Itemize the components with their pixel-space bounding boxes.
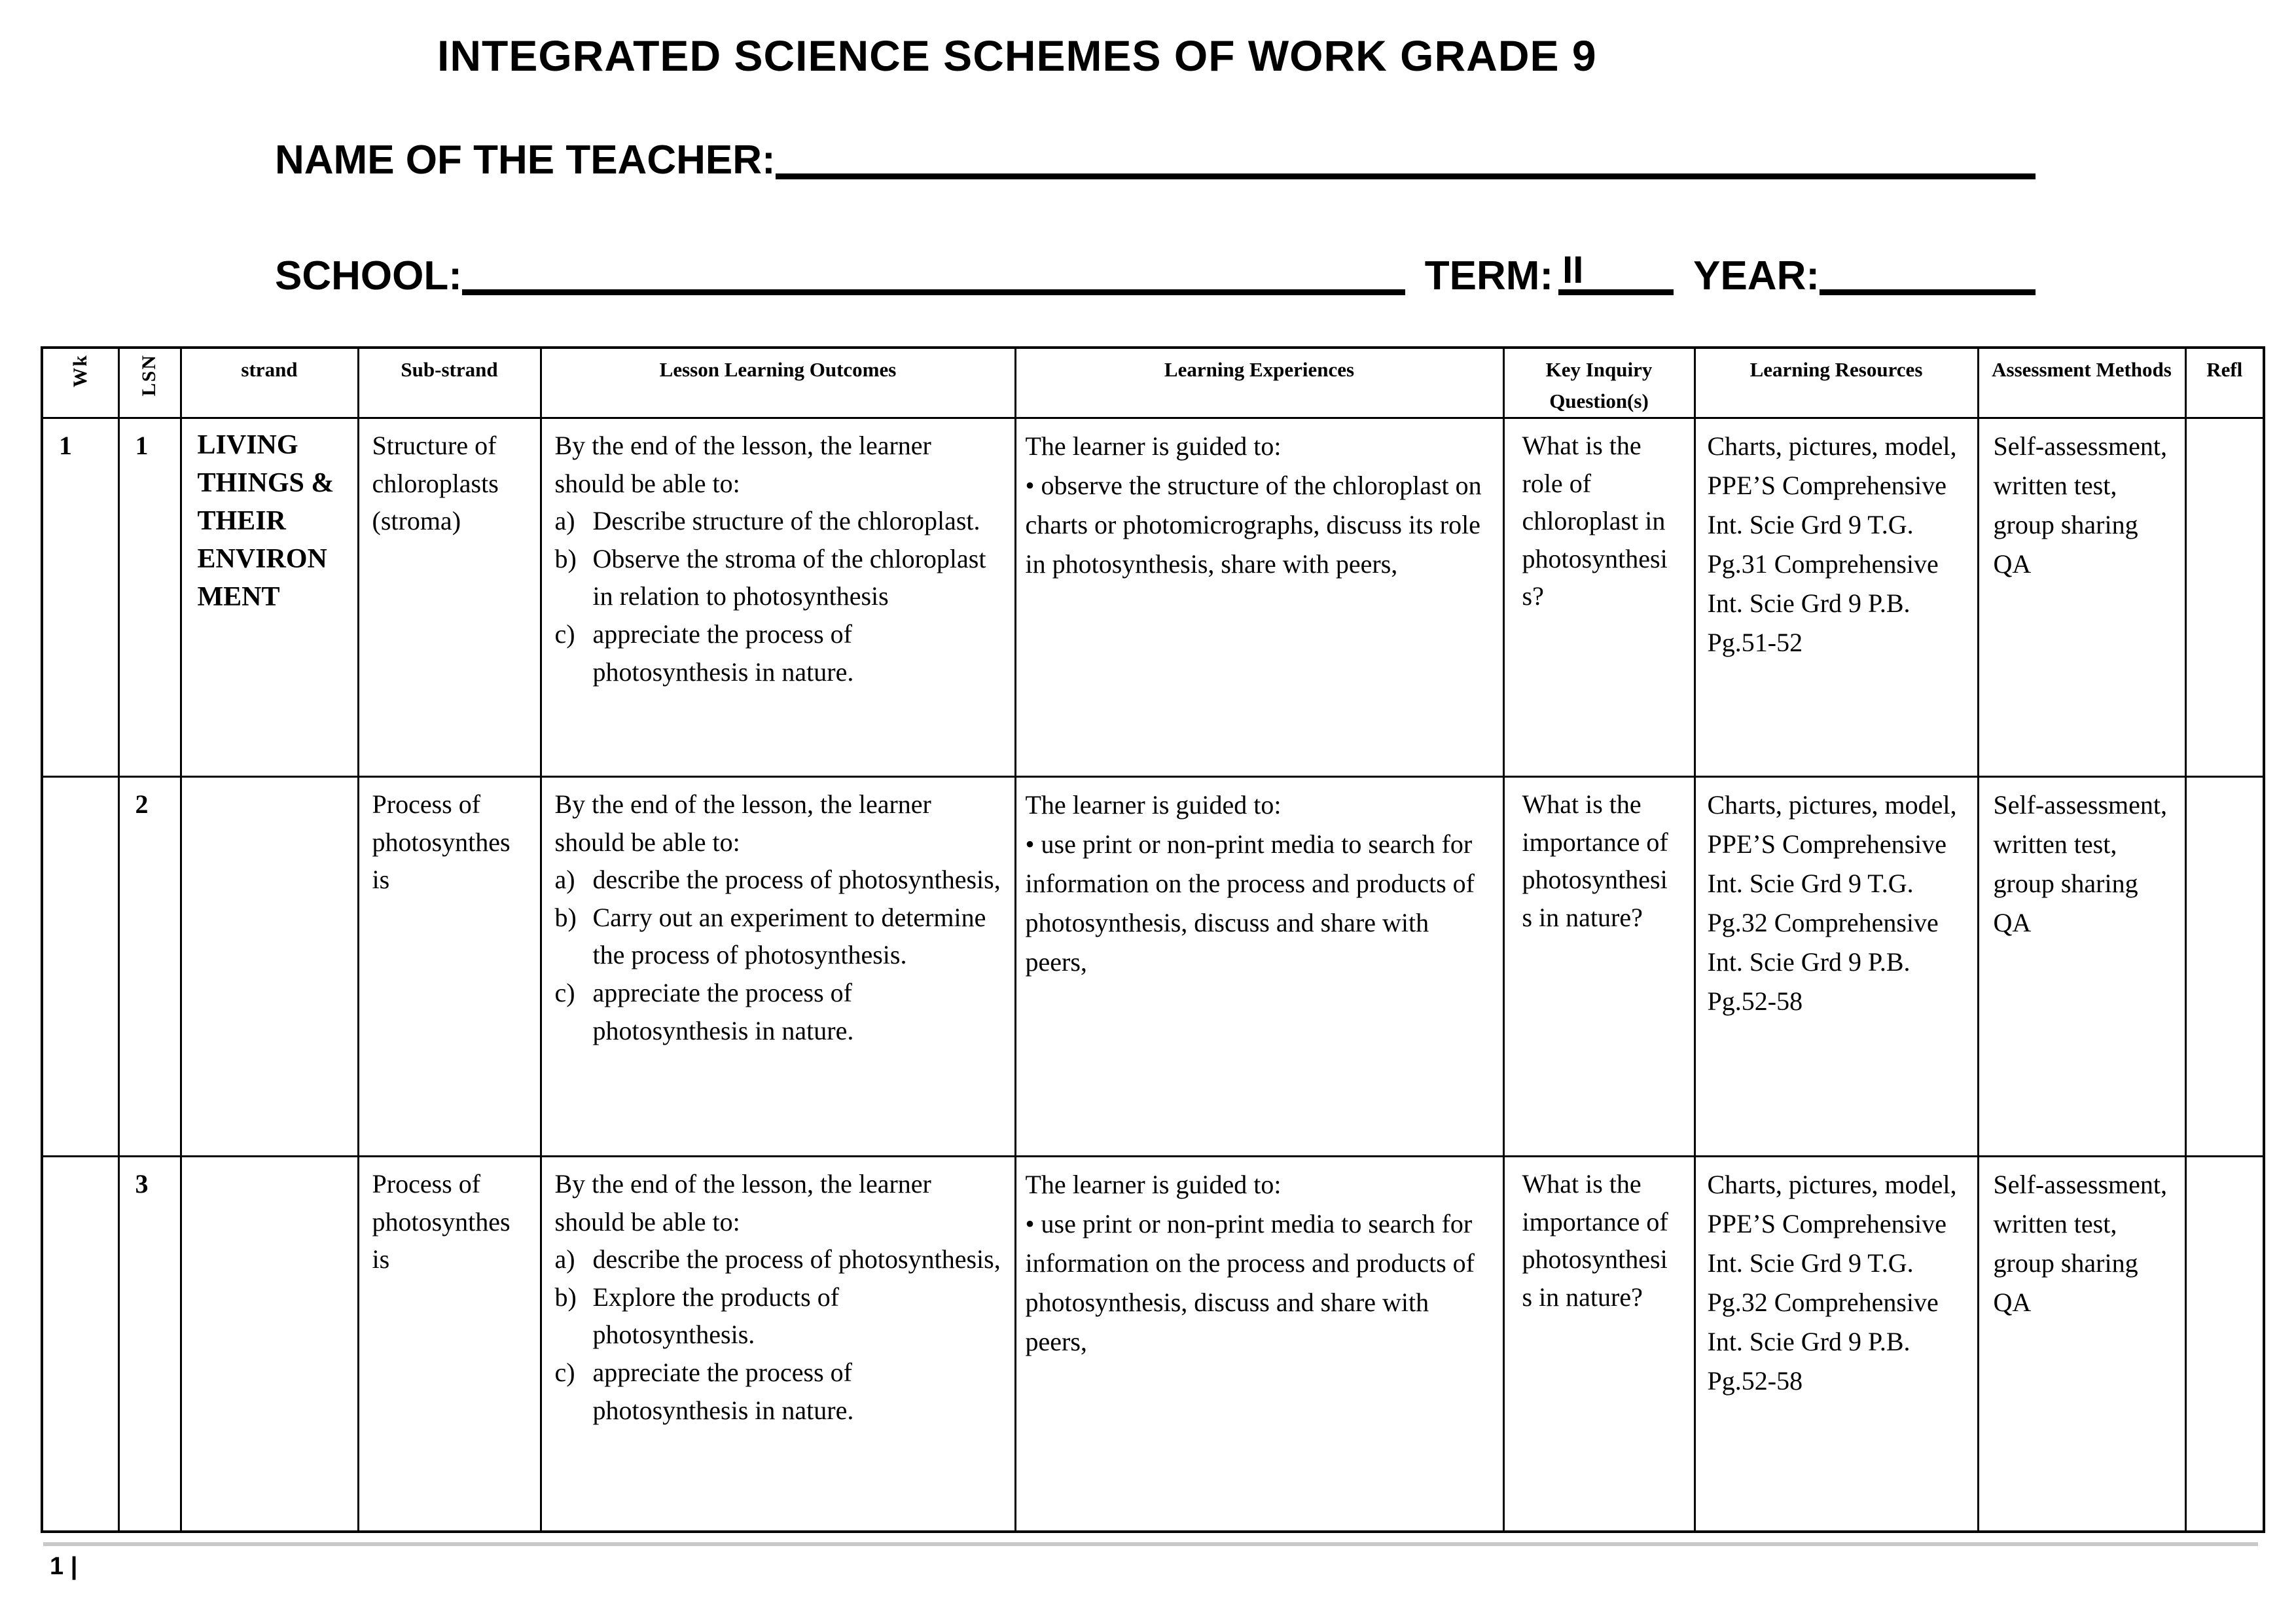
outcome-item <box>555 899 1004 974</box>
col-header-resources: Learning Resources <box>1695 348 1978 418</box>
outcomes-intro: By the end of the lesson, the learner should be able to: <box>554 1169 931 1236</box>
outcome-item <box>555 861 1004 899</box>
cell-experiences <box>1015 1157 1503 1532</box>
outcome-item <box>555 540 1004 615</box>
cell-resources: Charts, pictures, model, PPE’S Comprehensive Int. Scie Grd 9 T.G. Pg.32 Comprehensive Int. Scie Grd 9 P.B. Pg.52-58 <box>1695 777 1978 1157</box>
outcomes-intro: By the end of the lesson, the learner should be able to: <box>554 789 931 857</box>
cell-refl <box>2185 418 2264 777</box>
term-blank <box>1558 247 1674 295</box>
school-term-year-line <box>275 247 2036 297</box>
cell-refl <box>2185 777 2264 1157</box>
col-header-strand: strand <box>181 348 358 418</box>
experiences-intro: The learner is guided to: <box>1025 1170 1282 1200</box>
experiences-bullet <box>1026 825 1494 982</box>
outcome-text: describe the process of photosynthesis, <box>592 1244 1001 1274</box>
school-label: SCHOOL: <box>275 253 462 298</box>
cell-resources: Charts, pictures, model, PPE’S Comprehensive Int. Scie Grd 9 T.G. Pg.32 Comprehensive Int. Scie Grd 9 P.B. Pg.52-58 <box>1695 1157 1978 1532</box>
table-row <box>42 777 2264 1157</box>
col-header-wk: Wk <box>42 348 118 418</box>
outcome-label: b) <box>554 1282 577 1312</box>
page-number: 1 | <box>50 1552 78 1580</box>
outcome-item <box>555 1278 1004 1354</box>
col-header-experiences: Learning Experiences <box>1015 348 1503 418</box>
outcome-item <box>555 1240 1004 1278</box>
outcome-label: a) <box>554 865 575 895</box>
outcome-label: a) <box>554 506 575 536</box>
outcome-text: Carry out an experiment to determine the process of photosynthesis. <box>592 902 986 970</box>
outcome-item <box>555 502 1004 540</box>
col-header-key-inquiry: Key Inquiry Question(s) <box>1503 348 1695 418</box>
outcome-label: c) <box>554 978 575 1008</box>
outcomes-intro: By the end of the lesson, the learner should be able to: <box>554 431 931 498</box>
cell-key-inquiry: What is the importance of photosynthesis in nature? <box>1503 777 1695 1157</box>
cell-strand <box>181 777 358 1157</box>
year-label: YEAR: <box>1693 253 1820 298</box>
table-row <box>42 418 2264 777</box>
outcome-item <box>555 615 1004 691</box>
experiences-intro: The learner is guided to: <box>1025 431 1282 461</box>
page-title: INTEGRATED SCIENCE SCHEMES OF WORK GRADE 9 <box>437 31 1597 80</box>
cell-outcomes <box>541 777 1015 1157</box>
outcome-text: appreciate the process of photosynthesis in nature. <box>592 1358 854 1425</box>
schemes-of-work-table <box>41 346 2265 1533</box>
outcome-item <box>555 1354 1004 1429</box>
year-blank <box>1820 283 2036 295</box>
school-blank <box>462 283 1405 295</box>
cell-key-inquiry: What is the role of chloroplast in photosynthesis? <box>1503 418 1695 777</box>
experiences-bullet-text: observe the structure of the chloroplast on charts or photomicrographs, discuss its role in photosynthesis, share with peers, <box>1025 471 1482 579</box>
cell-lsn: 2 <box>118 777 181 1157</box>
bullet-icon: • <box>1025 829 1035 859</box>
cell-sub-strand: Structure of chloroplasts (stroma) <box>358 418 541 777</box>
cell-assessment: Self-assessment, written test, group sharing QA <box>1978 418 2185 777</box>
outcome-text: Observe the stroma of the chloroplast in relation to photosynthesis <box>592 543 986 611</box>
outcome-text: Explore the products of photosynthesis. <box>592 1282 840 1350</box>
experiences-intro: The learner is guided to: <box>1025 790 1282 820</box>
table-header-row <box>42 348 2264 418</box>
outcome-label: b) <box>554 902 577 932</box>
cell-assessment: Self-assessment, written test, group sharing QA <box>1978 777 2185 1157</box>
cell-sub-strand: Process of photosynthesis <box>358 777 541 1157</box>
cell-strand <box>181 1157 358 1532</box>
footer-divider <box>43 1542 2258 1546</box>
cell-experiences <box>1015 418 1503 777</box>
teacher-name-line <box>275 137 2036 183</box>
experiences-bullet <box>1026 466 1494 584</box>
cell-sub-strand: Process of photosynthesis <box>358 1157 541 1532</box>
experiences-bullet-text: use print or non-print media to search for information on the process and products of photosynthesis, discuss and share with peers, <box>1025 829 1475 977</box>
outcome-text: appreciate the process of photosynthesis in nature. <box>592 619 854 687</box>
col-header-refl: Refl <box>2185 348 2264 418</box>
term-label: TERM: <box>1424 253 1554 298</box>
bullet-icon: • <box>1025 1209 1035 1239</box>
cell-resources: Charts, pictures, model, PPE’S Comprehensive Int. Scie Grd 9 T.G. Pg.31 Comprehensive Int. Scie Grd 9 P.B. Pg.51-52 <box>1695 418 1978 777</box>
outcome-label: a) <box>554 1244 575 1274</box>
teacher-name-blank <box>776 167 2036 179</box>
outcome-text: appreciate the process of photosynthesis in nature. <box>592 978 854 1045</box>
col-header-outcomes: Lesson Learning Outcomes <box>541 348 1015 418</box>
cell-experiences <box>1015 777 1503 1157</box>
cell-outcomes <box>541 418 1015 777</box>
cell-lsn: 1 <box>118 418 181 777</box>
experiences-bullet <box>1026 1204 1494 1362</box>
outcome-item <box>555 974 1004 1049</box>
teacher-label: NAME OF THE TEACHER: <box>275 137 776 183</box>
cell-key-inquiry: What is the importance of photosynthesis in nature? <box>1503 1157 1695 1532</box>
col-header-sub-strand: Sub-strand <box>358 348 541 418</box>
bullet-icon: • <box>1025 471 1035 501</box>
term-value: II <box>1562 249 1584 291</box>
outcome-label: c) <box>554 1358 575 1388</box>
col-header-lsn: LSN <box>118 348 181 418</box>
experiences-bullet-text: use print or non-print media to search for information on the process and products of photosynthesis, discuss and share with peers, <box>1025 1209 1475 1357</box>
cell-refl <box>2185 1157 2264 1532</box>
cell-strand: LIVING THINGS & THEIR ENVIRONMENT <box>181 418 358 777</box>
cell-lsn: 3 <box>118 1157 181 1532</box>
cell-outcomes <box>541 1157 1015 1532</box>
cell-assessment: Self-assessment, written test, group sharing QA <box>1978 1157 2185 1532</box>
outcome-text: describe the process of photosynthesis, <box>592 865 1001 895</box>
outcome-label: c) <box>554 619 575 649</box>
cell-wk: 1 <box>42 418 118 777</box>
outcome-text: Describe structure of the chloroplast. <box>592 506 980 536</box>
table-row <box>42 1157 2264 1532</box>
cell-wk <box>42 777 118 1157</box>
col-header-assessment: Assessment Methods <box>1978 348 2185 418</box>
cell-wk <box>42 1157 118 1532</box>
outcome-label: b) <box>554 543 577 573</box>
